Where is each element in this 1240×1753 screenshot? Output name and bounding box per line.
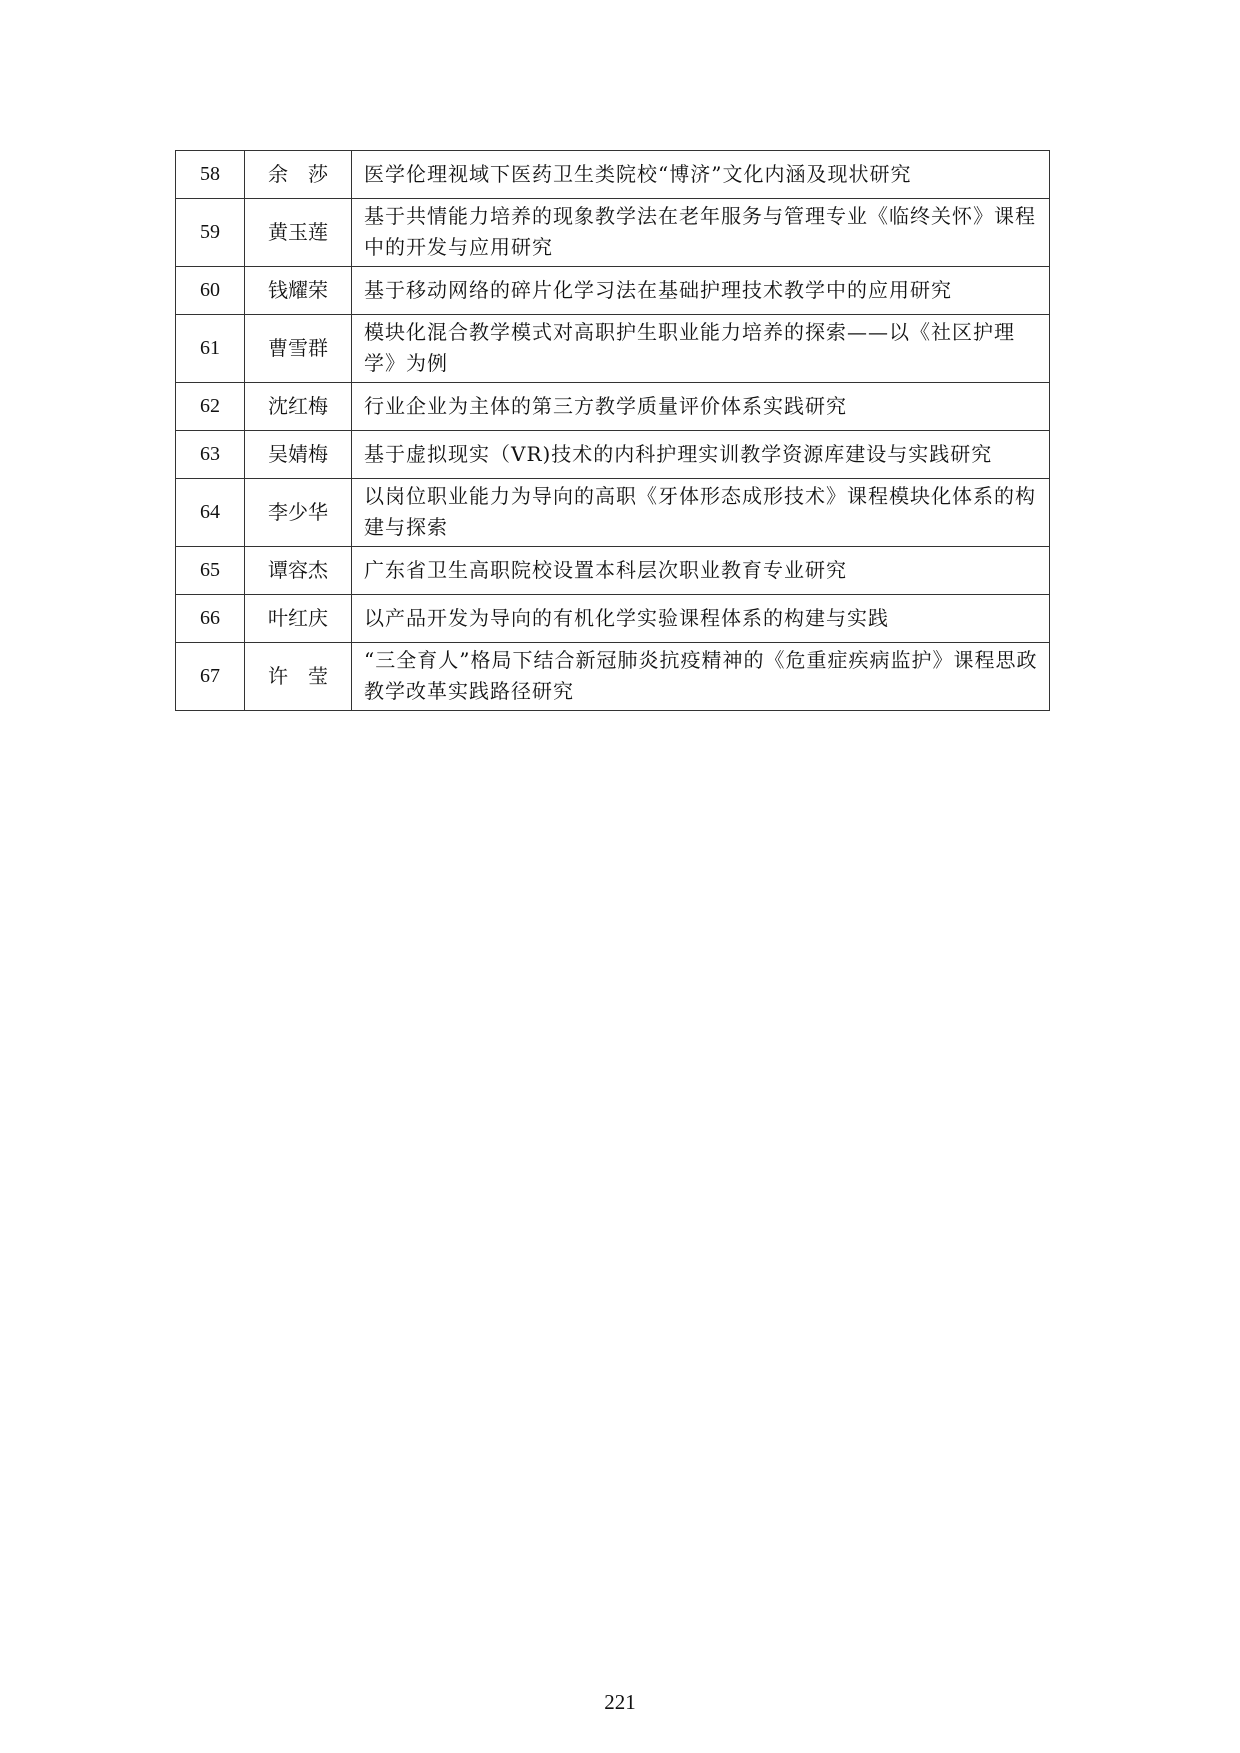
row-number-cell: 67 [176, 643, 245, 711]
author-name-cell: 黄玉莲 [245, 199, 352, 267]
table-row [176, 199, 1050, 267]
page-number: 221 [604, 1690, 636, 1714]
author-name-cell: 钱耀荣 [245, 267, 352, 315]
table-row [176, 315, 1050, 383]
project-table-body [176, 151, 1050, 711]
row-number-cell: 62 [176, 383, 245, 431]
project-title-cell: 行业企业为主体的第三方教学质量评价体系实践研究 [352, 383, 1050, 431]
author-name-cell: 沈红梅 [245, 383, 352, 431]
table-row [176, 643, 1050, 711]
author-name-cell: 叶红庆 [245, 595, 352, 643]
project-title-cell: “三全育人”格局下结合新冠肺炎抗疫精神的《危重症疾病监护》课程思政教学改革实践路径研究 [352, 643, 1050, 711]
project-title-cell: 基于共情能力培养的现象教学法在老年服务与管理专业《临终关怀》课程中的开发与应用研究 [352, 199, 1050, 267]
row-number-cell: 65 [176, 547, 245, 595]
table-row [176, 547, 1050, 595]
project-title-cell: 基于虚拟现实（VR)技术的内科护理实训教学资源库建设与实践研究 [352, 431, 1050, 479]
project-title-cell: 基于移动网络的碎片化学习法在基础护理技术教学中的应用研究 [352, 267, 1050, 315]
author-name-cell: 许 莹 [245, 643, 352, 711]
project-title-cell: 广东省卫生高职院校设置本科层次职业教育专业研究 [352, 547, 1050, 595]
author-name-cell: 李少华 [245, 479, 352, 547]
row-number-cell: 59 [176, 199, 245, 267]
project-title-cell: 模块化混合教学模式对高职护生职业能力培养的探索——以《社区护理学》为例 [352, 315, 1050, 383]
author-name-cell: 曹雪群 [245, 315, 352, 383]
author-name-cell: 吴婧梅 [245, 431, 352, 479]
row-number-cell: 64 [176, 479, 245, 547]
row-number-cell: 66 [176, 595, 245, 643]
table-row [176, 383, 1050, 431]
project-title-cell: 以产品开发为导向的有机化学实验课程体系的构建与实践 [352, 595, 1050, 643]
author-name-cell: 谭容杰 [245, 547, 352, 595]
project-title-cell: 以岗位职业能力为导向的高职《牙体形态成形技术》课程模块化体系的构建与探索 [352, 479, 1050, 547]
row-number-cell: 61 [176, 315, 245, 383]
table-row [176, 479, 1050, 547]
author-name-cell: 余 莎 [245, 151, 352, 199]
project-title-cell: 医学伦理视域下医药卫生类院校“博济”文化内涵及现状研究 [352, 151, 1050, 199]
table-row [176, 431, 1050, 479]
row-number-cell: 60 [176, 267, 245, 315]
table-row [176, 151, 1050, 199]
row-number-cell: 63 [176, 431, 245, 479]
table-row [176, 267, 1050, 315]
project-table [175, 150, 1050, 711]
table-row [176, 595, 1050, 643]
row-number-cell: 58 [176, 151, 245, 199]
